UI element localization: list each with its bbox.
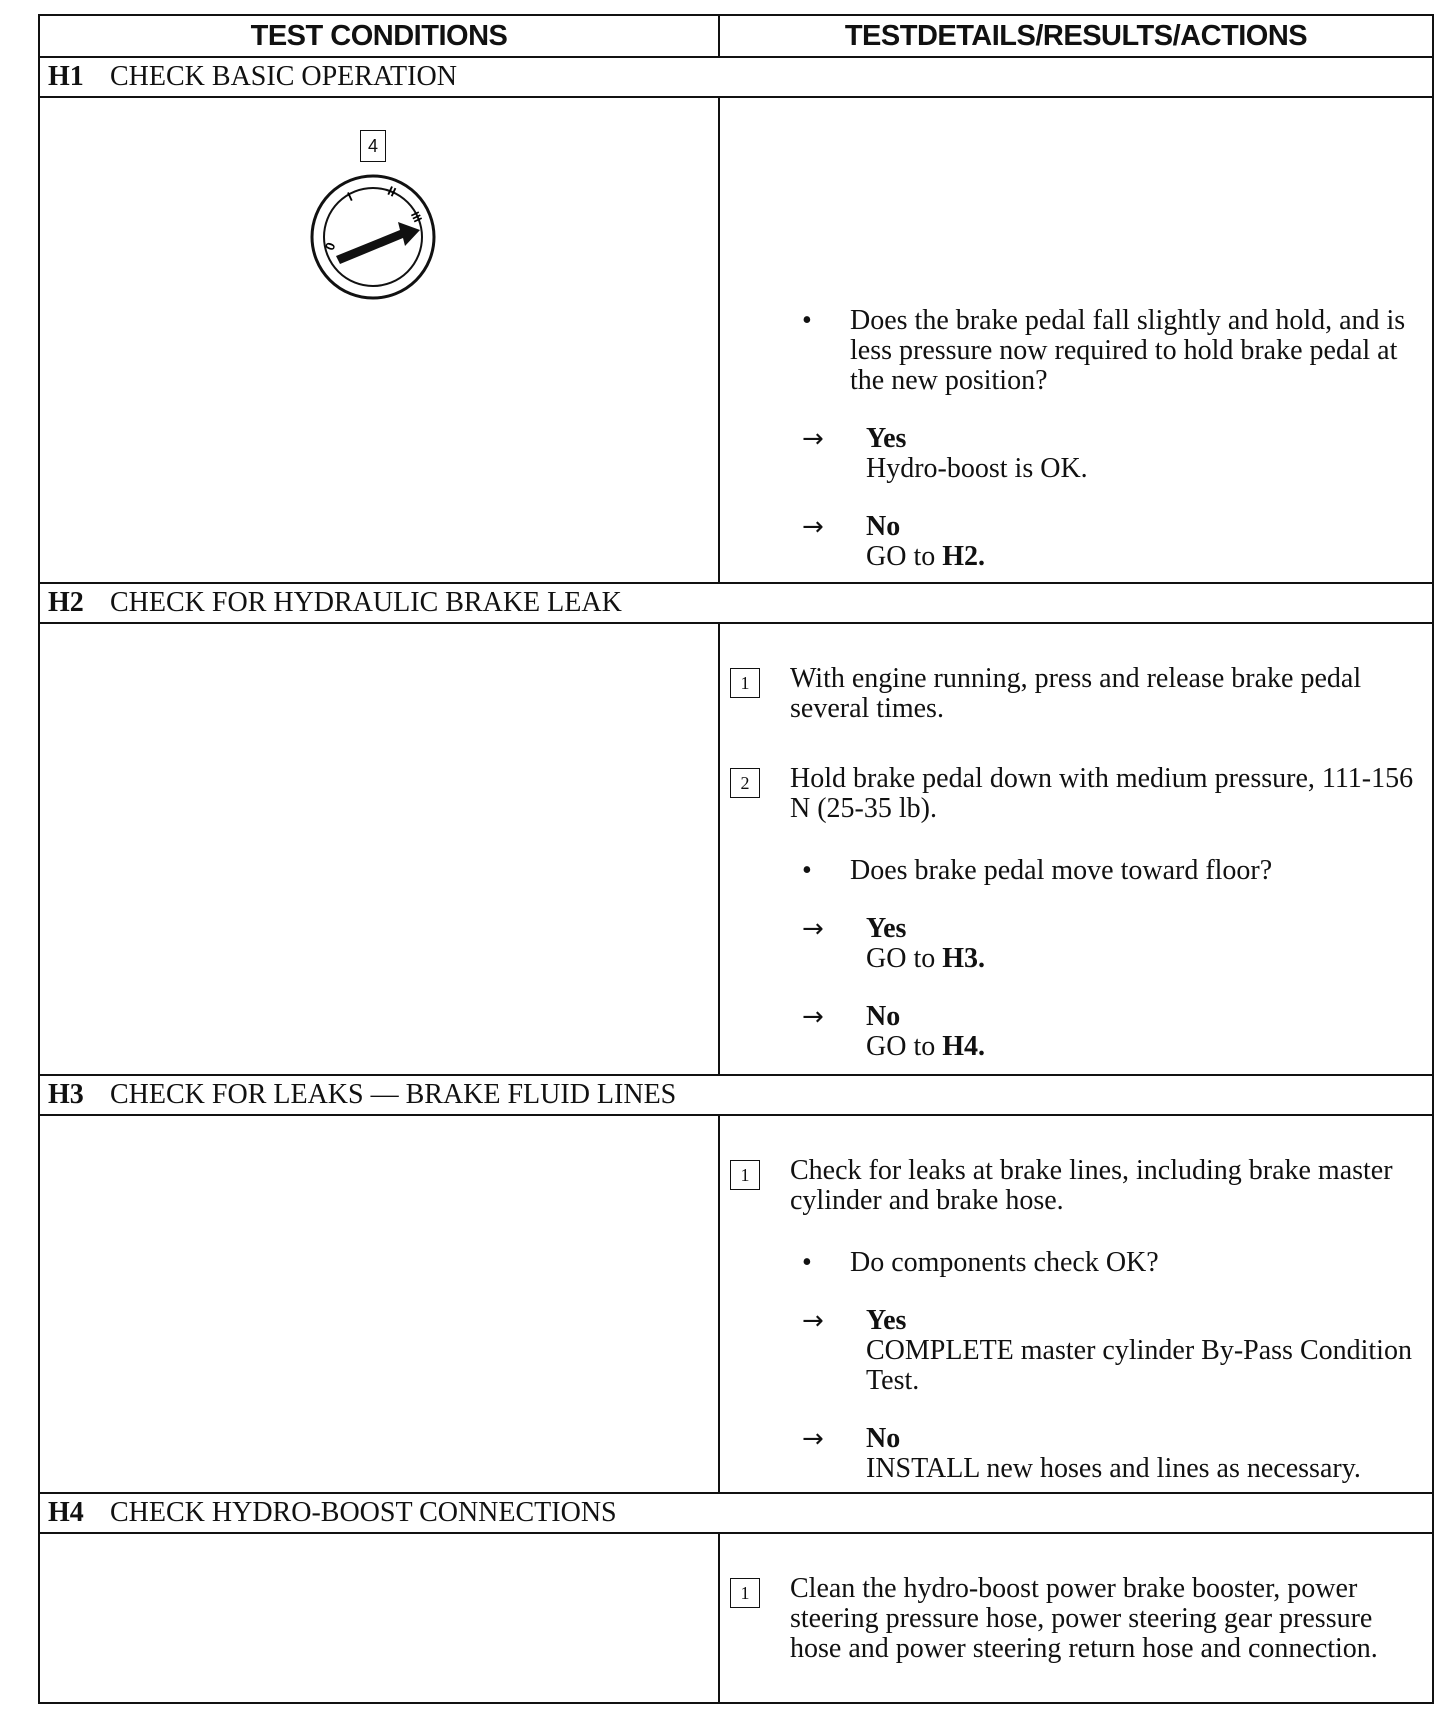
ignition-mark-0: 0 (321, 240, 339, 253)
section-body-h1 (39, 97, 1433, 583)
test-conditions-cell (39, 1115, 719, 1493)
step-1: 1 With engine running, press and release brake pedal several times. (730, 664, 1418, 724)
question: • Does brake pedal move toward floor? (802, 855, 1273, 886)
ignition-mark-2: II (385, 183, 399, 200)
section-header-h2 (39, 583, 1433, 623)
diagnostic-table (38, 14, 1434, 1704)
step-1: 1 Clean the hydro-boost power brake booster, power steering pressure hose, power steering gear pressure hose and power steering return hose and connection. (730, 1574, 1418, 1664)
section-header-h3 (39, 1075, 1433, 1115)
ignition-switch-illustration (308, 172, 438, 302)
answer-no: → No GO to H4. (802, 1001, 986, 1062)
step-number-box: 1 (730, 668, 760, 698)
arrow-icon: → (802, 424, 824, 454)
ignition-mark-1: I (344, 188, 355, 205)
ignition-key-arrow-icon (336, 222, 420, 264)
answer-no: → No GO to H2. (802, 511, 986, 572)
section-id: H4 (48, 1497, 84, 1528)
ignition-mark-3: III (407, 209, 425, 225)
test-conditions-cell (39, 97, 719, 583)
section-body-h4 (39, 1533, 1433, 1703)
test-details-cell (719, 97, 1433, 583)
section-title: CHECK FOR HYDRAULIC BRAKE LEAK (110, 587, 622, 618)
section-body-h3 (39, 1115, 1433, 1493)
section-header-h1 (39, 57, 1433, 97)
step-number-box: 1 (730, 1160, 760, 1190)
arrow-icon: → (802, 1002, 824, 1032)
answer-yes: → Yes COMPLETE master cylinder By-Pass Condition Test. (802, 1305, 1412, 1396)
step-1: 1 Check for leaks at brake lines, including brake master cylinder and brake hose. (730, 1156, 1418, 1216)
header-test-details: TESTDETAILS/RESULTS/ACTIONS (719, 15, 1433, 57)
test-details-cell (719, 623, 1433, 1075)
section-title: CHECK HYDRO-BOOST CONNECTIONS (110, 1497, 617, 1528)
step-number-box: 1 (730, 1578, 760, 1608)
test-details-cell (719, 1115, 1433, 1493)
section-header-h4 (39, 1493, 1433, 1533)
table-header-row (39, 15, 1433, 57)
section-title: CHECK FOR LEAKS — BRAKE FLUID LINES (110, 1079, 677, 1110)
header-test-conditions: TEST CONDITIONS (39, 15, 719, 57)
diagnostic-table-sheet (38, 14, 1432, 1704)
test-conditions-cell (39, 1533, 719, 1703)
section-title: CHECK BASIC OPERATION (110, 61, 457, 92)
question: • Does the brake pedal fall slightly and hold, and is less pressure now required to hold brake pedal at the new position? (802, 305, 1406, 396)
answer-yes: → Yes Hydro-boost is OK. (802, 423, 1088, 484)
arrow-icon: → (802, 512, 824, 542)
step-number-box: 4 (360, 130, 386, 162)
answer-yes: → Yes GO to H3. (802, 913, 986, 974)
step-number-box: 2 (730, 768, 760, 798)
arrow-icon: → (802, 914, 824, 944)
arrow-icon: → (802, 1306, 824, 1336)
test-details-cell (719, 1533, 1433, 1703)
section-body-h2 (39, 623, 1433, 1075)
section-id: H1 (48, 61, 84, 92)
section-id: H2 (48, 587, 84, 618)
section-id: H3 (48, 1079, 84, 1110)
test-conditions-cell (39, 623, 719, 1075)
step-2: 2 Hold brake pedal down with medium pressure, 111-156 N (25-35 lb). (730, 764, 1418, 824)
answer-no: → No INSTALL new hoses and lines as necessary. (802, 1423, 1361, 1484)
question: • Do components check OK? (802, 1247, 1159, 1278)
arrow-icon: → (802, 1424, 824, 1454)
